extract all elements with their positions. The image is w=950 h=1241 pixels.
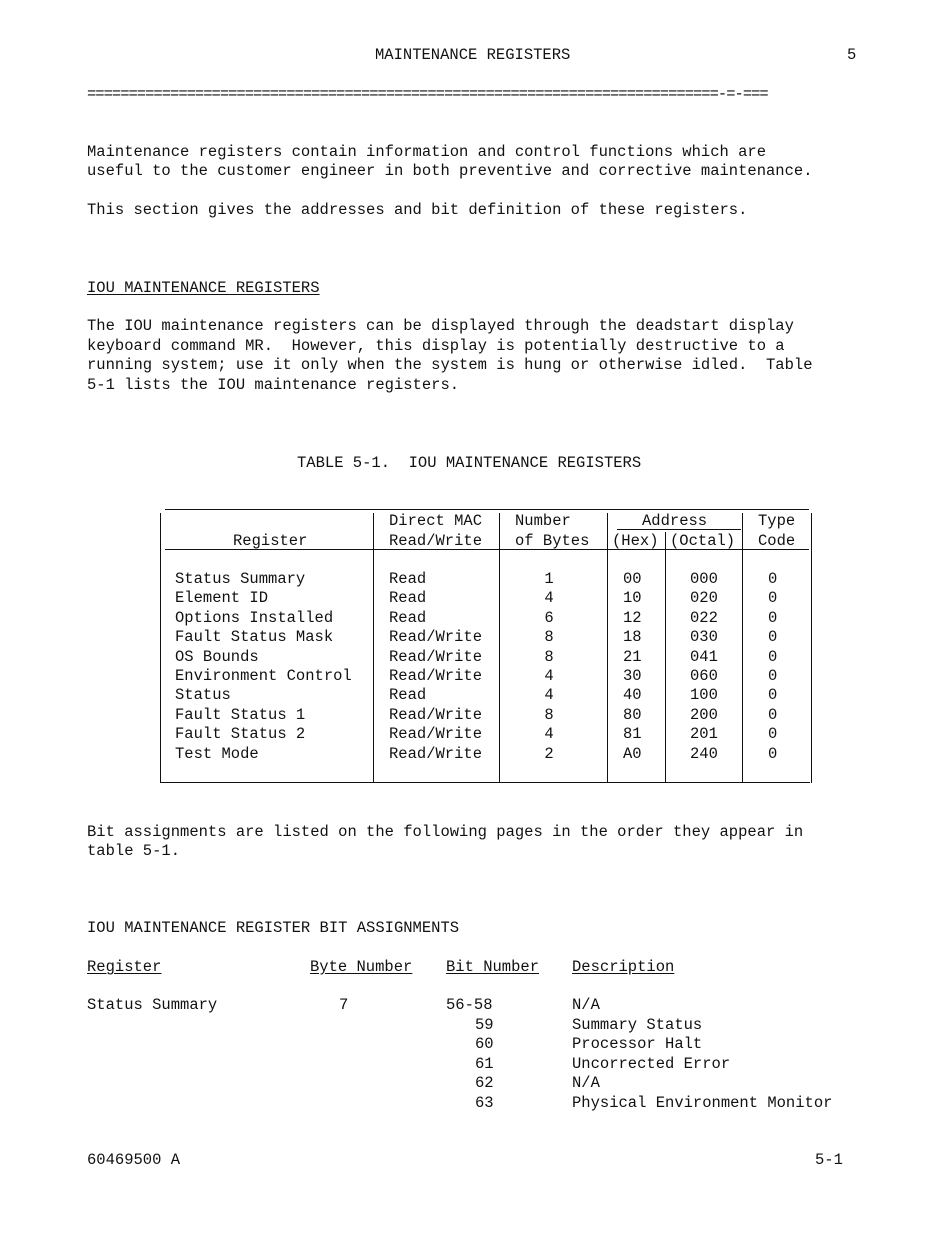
bit-col-description: Description xyxy=(572,958,675,976)
table-divider-type xyxy=(742,513,743,783)
cell-hex: 30 xyxy=(623,667,642,685)
cell-register: Status Summary xyxy=(175,570,306,588)
iou-paragraph-line-2: keyboard command MR. However, this display is potentially destructive to a xyxy=(87,337,785,355)
bit-col-register: Register xyxy=(87,958,162,976)
cell-octal: 030 xyxy=(690,628,718,646)
bit-description: N/A xyxy=(572,1074,600,1092)
header-mac-2: Read/Write xyxy=(389,532,483,550)
cell-bytes: 2 xyxy=(544,745,554,763)
bit-number: 60 xyxy=(475,1035,494,1053)
cell-register: Fault Status 1 xyxy=(175,706,306,724)
header-bytes-2: of Bytes xyxy=(515,532,590,550)
footer-doc-number: 60469500 A xyxy=(87,1151,181,1169)
cell-octal: 100 xyxy=(690,686,718,704)
cell-type: 0 xyxy=(768,570,778,588)
cell-register: Options Installed xyxy=(175,609,334,627)
cell-mac: Read/Write xyxy=(389,648,483,666)
cell-octal: 060 xyxy=(690,667,718,685)
table-divider-mac xyxy=(373,513,374,783)
cell-type: 0 xyxy=(768,706,778,724)
table-caption: TABLE 5-1. IOU MAINTENANCE REGISTERS xyxy=(297,454,642,472)
cell-octal: 200 xyxy=(690,706,718,724)
cell-register: Status xyxy=(175,686,231,704)
cell-octal: 000 xyxy=(690,570,718,588)
cell-mac: Read xyxy=(389,589,427,607)
bit-description: Summary Status xyxy=(572,1016,703,1034)
header-hex: (Hex) xyxy=(612,532,659,550)
bit-description: N/A xyxy=(572,996,600,1014)
cell-type: 0 xyxy=(768,667,778,685)
iou-paragraph-line-1: The IOU maintenance registers can be displayed through the deadstart display xyxy=(87,317,794,335)
cell-type: 0 xyxy=(768,648,778,666)
cell-hex: 18 xyxy=(623,628,642,646)
cell-bytes: 8 xyxy=(544,628,554,646)
cell-register: Element ID xyxy=(175,589,269,607)
iou-paragraph-line-3: running system; use it only when the system is hung or otherwise idled. Table xyxy=(87,356,813,374)
cell-type: 0 xyxy=(768,725,778,743)
cell-hex: 40 xyxy=(623,686,642,704)
cell-mac: Read xyxy=(389,609,427,627)
cell-type: 0 xyxy=(768,609,778,627)
cell-hex: A0 xyxy=(623,745,642,763)
cell-mac: Read xyxy=(389,686,427,704)
cell-type: 0 xyxy=(768,589,778,607)
cell-bytes: 4 xyxy=(544,667,554,685)
cell-octal: 022 xyxy=(690,609,718,627)
bit-description: Uncorrected Error xyxy=(572,1055,731,1073)
cell-octal: 240 xyxy=(690,745,718,763)
cell-bytes: 4 xyxy=(544,686,554,704)
iou-paragraph-line-4: 5-1 lists the IOU maintenance registers. xyxy=(87,376,460,394)
table-left-border xyxy=(160,513,161,783)
cell-type: 0 xyxy=(768,628,778,646)
page-header-title: MAINTENANCE REGISTERS xyxy=(375,46,571,64)
cell-bytes: 4 xyxy=(544,725,554,743)
cell-mac: Read/Write xyxy=(389,725,483,743)
cell-mac: Read/Write xyxy=(389,706,483,724)
cell-hex: 10 xyxy=(623,589,642,607)
header-address: Address xyxy=(642,512,708,530)
cell-register: Fault Status 2 xyxy=(175,725,306,743)
intro-line-1: Maintenance registers contain information and control functions which are xyxy=(87,143,767,161)
bit-number: 63 xyxy=(475,1094,494,1112)
cell-bytes: 1 xyxy=(544,570,554,588)
cell-bytes: 4 xyxy=(544,589,554,607)
cell-hex: 80 xyxy=(623,706,642,724)
table-top-border xyxy=(165,509,809,510)
header-mac-1: Direct MAC xyxy=(389,512,483,530)
iou-section-heading: IOU MAINTENANCE REGISTERS xyxy=(87,279,320,297)
cell-hex: 00 xyxy=(623,570,642,588)
cell-mac: Read xyxy=(389,570,427,588)
header-type-1: Type xyxy=(758,512,796,530)
bit-number: 62 xyxy=(475,1074,494,1092)
bit-note-line-1: Bit assignments are listed on the following pages in the order they appear in xyxy=(87,823,804,841)
cell-type: 0 xyxy=(768,745,778,763)
cell-type: 0 xyxy=(768,686,778,704)
cell-bytes: 8 xyxy=(544,648,554,666)
header-type-2: Code xyxy=(758,532,796,550)
table-right-border xyxy=(811,513,812,783)
cell-mac: Read/Write xyxy=(389,628,483,646)
bit-col-bit: Bit Number xyxy=(446,958,540,976)
table-divider-bytes xyxy=(499,513,500,783)
intro-line-2: useful to the customer engineer in both preventive and corrective maintenance. xyxy=(87,162,813,180)
header-bytes-1: Number xyxy=(515,512,571,530)
header-register: Register xyxy=(233,532,308,550)
bit-register-name: Status Summary xyxy=(87,996,218,1014)
table-divider-hex xyxy=(665,532,666,783)
cell-octal: 201 xyxy=(690,725,718,743)
bit-note-line-2: table 5-1. xyxy=(87,842,181,860)
cell-register: Test Mode xyxy=(175,745,259,763)
intro-line-3: This section gives the addresses and bit definition of these registers. xyxy=(87,201,748,219)
cell-register: Fault Status Mask xyxy=(175,628,334,646)
bit-section-heading: IOU MAINTENANCE REGISTER BIT ASSIGNMENTS xyxy=(87,919,460,937)
table-divider-address xyxy=(607,513,608,783)
header-separator: ============================================================================-=-=== xyxy=(87,85,768,99)
bit-col-byte: Byte Number xyxy=(310,958,413,976)
bit-byte-number: 7 xyxy=(339,996,349,1014)
bit-number: 61 xyxy=(475,1055,494,1073)
cell-octal: 041 xyxy=(690,648,718,666)
bit-number: 59 xyxy=(475,1016,494,1034)
page-header-number: 5 xyxy=(847,46,857,64)
cell-register: Environment Control xyxy=(175,667,352,685)
cell-hex: 21 xyxy=(623,648,642,666)
cell-octal: 020 xyxy=(690,589,718,607)
cell-mac: Read/Write xyxy=(389,667,483,685)
cell-hex: 12 xyxy=(623,609,642,627)
bit-description: Processor Halt xyxy=(572,1035,703,1053)
bit-number: 56-58 xyxy=(446,996,493,1014)
cell-bytes: 8 xyxy=(544,706,554,724)
table-bottom-border xyxy=(160,782,810,783)
header-octal: (Octal) xyxy=(670,532,736,550)
cell-hex: 81 xyxy=(623,725,642,743)
bit-description: Physical Environment Monitor xyxy=(572,1094,833,1112)
cell-mac: Read/Write xyxy=(389,745,483,763)
cell-bytes: 6 xyxy=(544,609,554,627)
cell-register: OS Bounds xyxy=(175,648,259,666)
footer-page: 5-1 xyxy=(815,1151,843,1169)
